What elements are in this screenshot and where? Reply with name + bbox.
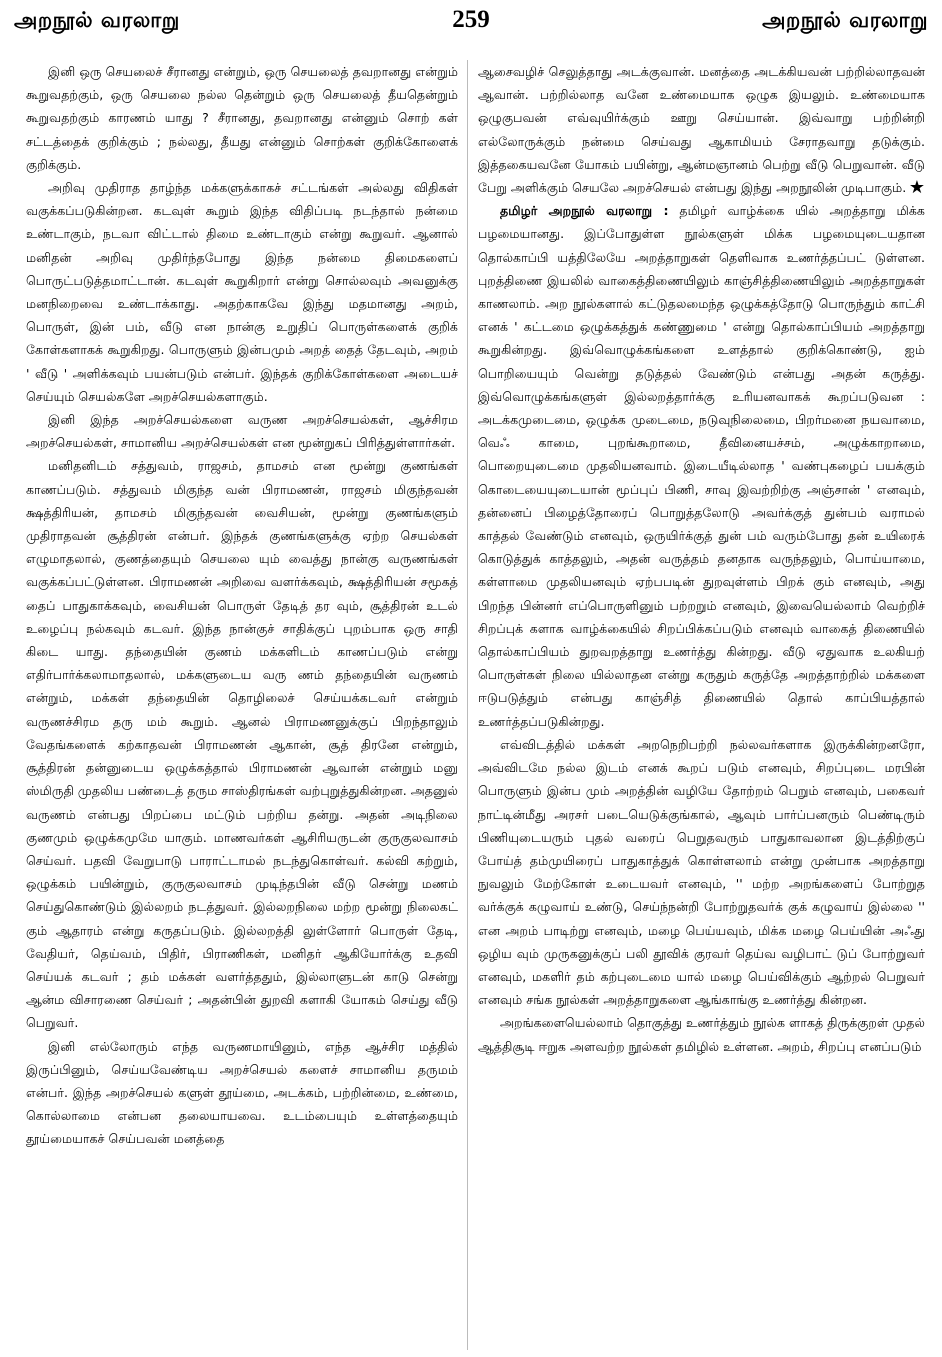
star-icon: ★ [908,177,925,199]
section-paragraph [478,199,925,733]
running-title-left: அறநூல் வரலாறு [14,8,180,32]
column-divider [467,60,468,1350]
page-number: 259 [452,6,490,33]
paragraph-text: தமிழர் வாழ்க்கை யில் அறத்தாறு மிக்க பழமையானது. இப்போதுள்ள நூல்களுள் மிக்க பழமையுடையதான தொல்காப்பி யத்திலேயே அறத்தாறுகள் தெளிவாக உணர்த்தப்பட் டுள்ளன. புறத்திணை இயலில் வாகைத்திணையிலும் காஞ்சித்திணையிலும் அறத்தாறுகள் காணலாம். அற நூல்களால் கட்டுதலமைந்த ஒழுக்கத்தோடு பொருந்தும் காட்சி எனக் ' கட்டமை ஒழுக்கத்துக் கண்ணுமை ' என்று தொல்காப்பியம் அறத்தாறு கூறுகின்றது. இவ்வொழுக்கங்களை உளத்தால் குறிக்கொண்டு, ஐம் பொறியையும் வென்று தடுத்தல் வேண்டும் என்பது அதன் கருத்து. இவ்வொழுக்கங்களுள் இல்லறத்தார்க்கு உரியனவாகக் கூறப்படுவன : அடக்கமுடைமை, ஒழுக்க முடைமை, நடுவுநிலைமை, பிறர்மனை நயவாமை, வெஃ காமை, புறங்கூறாமை, தீவினையச்சம், அழுக்காறாமை, பொறையுடைமை முதலியனவாம். இடையீடில்லாத ' வண்புகழைப் பயக்கும் கொடையையுடையான் மூப்புப் பிணி, சாவு இவற்றிற்கு அஞ்சான் ' எனவும், தன்னைப் பிழைத்தோரைப் பொறுத்தலோடு அவர்க்குத் துன்பம் வராமல் காத்தல் வேண்டும் எனவும், ஒருயிர்க்குத் துன் பம் வரும்போது தன் உயிரைக் கொடுத்துக் காத்தலும், அதன் வருத்தம் தனதாக வருந்தலும், பொய்யாமை, கள்ளாமை முதலியனவும் ஏற்பபடின் துறவுள்ளம் பிறக் கும் எனவும், அது பிறந்த பின்னர் எப்பொருளினும் பற்றறும் எனவும், இவையெல்லாம் வெற்றிச் சிறப்புக் களாக வாழ்க்கையில் சிறப்பிக்கப்படும் எனவும் வாகைத் திணையில் தொல்காப்பியம் துறவறத்தாறு உணர்த்து கின்றது. வீடு ஏதுவாக உலகியற் பொருள்கள் நிலை யில்லாதன என்று கருதும் கருத்தே அறத்தாற்றில் மக்களை ஈடுபடுத்தும் என்பது காஞ்சித் திணையில் தொல் காப்பியத்தால் உணர்த்தப்படுகின்றது. [478,203,925,729]
paragraph-text: ஆசைவழிச் செலுத்தாது அடக்குவான். மனத்தை அடக்கியவன் பற்றில்லாதவன் ஆவான். பற்றில்லாத வனே உண்மையாக ஒழுக இயலும். உண்மையாக ஒழுகுபவன் எவ்வுயிர்க்கும் ஊறு செய்யான். இவ்வாறு பற்றின்றி எல்லோருக்கும் நன்மை செய்வது ஆகாமியம் சேராதவாறு தடுக்கும். இத்தகையவனே யோகம் பயின்று, ஆன்மஞானம் பெற்று வீடு பெறுவான். வீடு பேறு அளிக்கும் செயலே அறச்செயல் என்பது இந்து அறநூலின் முடிபாகும். [478,64,925,196]
page-header [0,6,942,40]
left-column [26,60,458,1352]
section-heading: தமிழர் அறநூல் வரலாறு : [500,203,669,219]
paragraph: எவ்விடத்தில் மக்கள் அறநெறிபற்றி நல்லவர்களாக இருக்கின்றனரோ, அவ்விடமே நல்ல இடம் எனக் கூறப் படும் எனவும், சிறப்புடை மரபின் பொருளும் இன்ப மும் அறத்தின் வழியே தோற்றம் பெறும் எனவும், பகைவர் நாட்டின்மீது அரசர் படையெடுக்குங்கால், ஆவும் பார்ப்பனரும் பெண்டிரும் பிணியுடையரும் புதல் வரைப் பெறுதவரும் பாதுகாவலான இடத்திற்குப் போய்த் தம்முயிரைப் பாதுகாத்துக் கொள்ளலாம் என்று முன்பாக அறத்தாறு நுவலும் மேற்கோள் உடையவர் எனவும், '' மற்ற அறங்களைப் போற்றுத வர்க்குக் கழுவாய் உண்டு, செய்ந்நன்றி போற்றுதவர்க் குக் கழுவாய் இல்லை '' என அறம் பாடிற்று எனவும், மழை பெய்யவும், மிக்க மழை பெய்யின் அஃது ஒழிய வும் முருகனுக்குப் பலி தூவிக் குரவர் தெய்வ வழிபாட் டுப் போற்றுவர் எனவும், மகளிர் தம் கற்புடைமை யால் மழை பெய்விக்கும் ஆற்றல் பெறுவர் எனவும் சங்க நூல்கள் அறத்தாறுகளை ஆங்காங்கு உணர்த்து கின்றன. [478,736,925,1008]
paragraph: மனிதனிடம் சத்துவம், ராஜசம், தாமசம் என மூன்று குணங்கள் காணப்படும். சத்துவம் மிகுந்த வன் பிராமணன், ராஜசம் மிகுந்தவன் க்ஷத்திரியன், தாமசம் மிகுந்தவன் வைசியன், மூன்று குணங்களும் முதிராதவன் சூத்திரன் என்பர். இந்தக் குணங்களுக்கு ஏற்ற செயல்கள் எழுமாதலால், குணத்தையும் செயலை யும் வைத்து நான்கு வருணங்கள் வகுக்கப்பட்டுள்ளன. பிராமணன் அறிவை வளர்க்கவும், க்ஷத்திரியன் சமூகத் தைப் பாதுகாக்கவும், வைசியன் பொருள் தேடித் தர வும், சூத்திரன் உடல் உழைப்பு நல்கவும் கடவர். இந்த நான்குச் சாதிக்குப் புறம்பாக ஒரு சாதி கிடை யாது. தந்தையின் குணம் மக்களிடம் காணப்படும் என்று எதிர்பார்க்கலாமாதலால், மக்களுடைய வரு ணம் தந்தையின் வருணம் என்றும், மக்கள் தந்தையின் தொழிலைச் செய்யக்கடவர் என்றும் வருணச்சிரம தரு மம் கூறும். ஆனல் பிராமணனுக்குப் பிறந்தாலும் வேதங்களைக் கற்காதவன் பிராமணன் ஆகான், சூத் திரனே என்றும், சூத்திரன் தன்னுடைய ஒழுக்கத்தால் பிராமணன் ஆவான் என்றும் மனு ஸ்மிருதி முதலிய பண்டைத் தரும சாஸ்திரங்கள் வற்புறுத்துகின்றன. அதனுல் வருணம் என்பது பிறப்பை மட்டும் பற்றிய தன்று. அதன் அடிநிலை குணமும் ஒழுக்கமுமே யாகும். மாணவர்கள் ஆசிரியருடன் குருகுலவாசம் செய்வர். பதவி வேறுபாடு பாராட்டாமல் நடந்துகொள்வர். கல்வி கற்றும், ஒழுக்கம் பயின்றும், குருகுலவாசம் முடிந்தபின் வீடு சென்று மணம் செய்துகொண்டும் இல்லறம் நடத்துவர். இல்லறநிலை மற்ற மூன்று நிலைகட் கும் ஆதாரம் என்று கருதப்படும். இல்லறத்தி லுள்ளோர் பொருள் தேடி, வேதியர், தெய்வம், பிதிர், பிராணிகள், மனிதர் ஆகியோர்க்கு உதவி செய்யக் கடவர் ; தம் மக்கள் வளர்த்ததும், இல்லாளுடன் காடு சென்று ஆன்ம விசாரணை செய்வர் ; அதன்பின் துறவி களாகி யோகம் செய்து வீடு பெறுவர். [26,458,458,1031]
running-title-right: அறநூல் வரலாறு [762,8,928,32]
paragraph: இனி இந்த அறச்செயல்களை வருண அறச்செயல்கள், ஆச்சிரம அறச்செயல்கள், சாமானிய அறச்செயல்கள் என மூன்றுகப் பிரித்துள்ளார்கள். [26,412,458,451]
paragraph: இனி ஒரு செயலைச் சீரானது என்றும், ஒரு செயலைத் தவறானது என்றும் கூறுவதற்கும், ஒரு செயலை நல்ல தென்றும் ஒரு செயலைத் தீயதென்றும் கூறுவதற்கும் காரணம் யாது ? சீரானது, தவறானது என்னும் சொற் கள் சட்டத்தைக் குறிக்கும் ; நல்லது, தீயது என்னும் சொற்கள் குறிக்கோளைக் குறிக்கும். [26,64,458,172]
paragraph [478,60,925,199]
paragraph: இனி எல்லோரும் எந்த வருணமாயினும், எந்த ஆச்சிர மத்தில் இருப்பினும், செய்யவேண்டிய அறச்செயல் களைச் சாமானிய தருமம் என்பர். இந்த அறச்செயல் களுள் தூய்மை, அடக்கம், பற்றின்மை, உண்மை, கொல்லாமை என்பன தலையாயவை. உடம்பையும் உள்ளத்தையும் தூய்மையாகச் செய்பவன் மனத்தை [26,1038,458,1147]
right-column [478,60,925,1352]
paragraph: அறங்களையெல்லாம் தொகுத்து உணர்த்தும் நூல்க ளாகத் திருக்குறள் முதல் ஆத்திசூடி ஈறுக அளவற்ற நூல்கள் தமிழில் உள்ளன. அறம், சிறப்பு எனப்படும் [478,1015,925,1054]
paragraph: அறிவு முதிராத தாழ்ந்த மக்களுக்காகச் சட்டங்கள் அல்லது விதிகள் வகுக்கப்படுகின்றன. கடவுள் கூறும் இந்த விதிப்படி நடந்தால் நன்மை உண்டாகும், நடவா விட்டால் திமை உண்டாகும் என்று கூறுவர். ஆனால் மனிதன் அறிவு முதிர்ந்தபோது இந்த நன்மை திமைகளைப் பொருட்படுத்தமாட்டான். கடவுள் கூறுகிறார் என்று சொல்லவும் அவனுக்கு மனநிறைவை உண்டாக்காது. அதற்காகவே இந்து மதமானது அறம், பொருள், இன் பம், வீடு என நான்கு உறுதிப் பொருள்களைக் குறிக் கோள்களாகக் கூறுகிறது. பொருளும் இன்பமும் அறத் தைத் தேடவும், அறம் ' வீடு ' அளிக்கவும் பயன்படும் என்பர். இந்தக் குறிக்கோள்களை அடையச் செய்யும் செயல்களே அறச்செயல்களாகும். [26,180,458,404]
